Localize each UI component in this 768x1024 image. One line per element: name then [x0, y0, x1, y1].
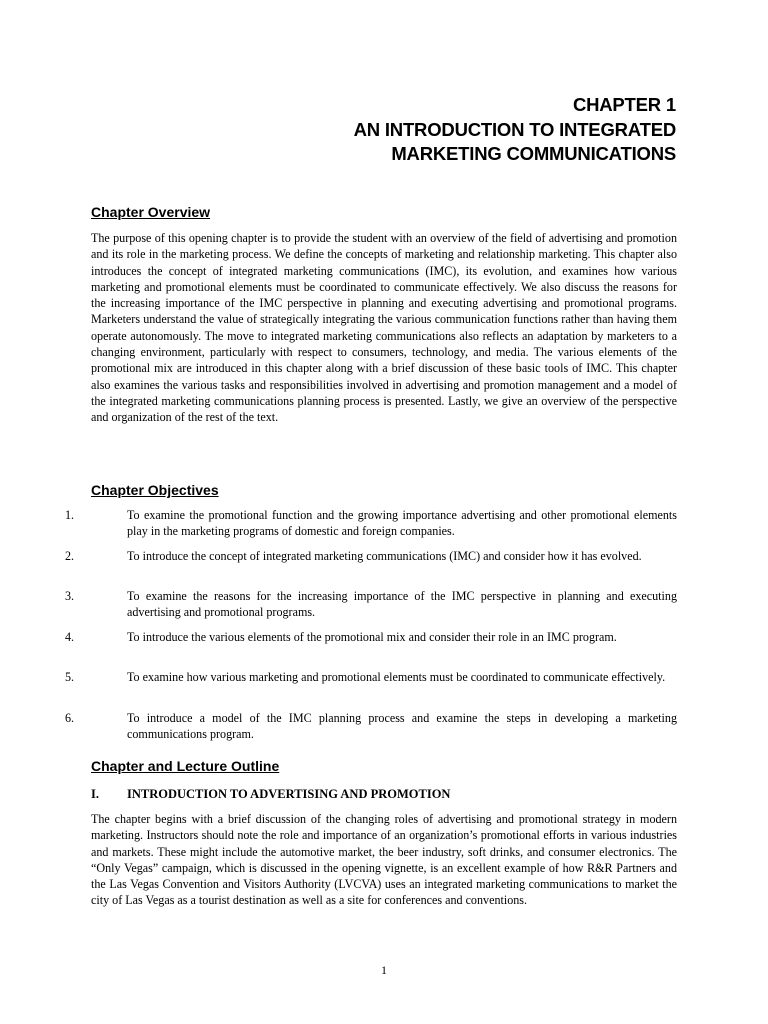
objective-text: To examine the reasons for the increasing importance of the IMC perspective in planning and executing advertising and promotional programs.	[127, 589, 677, 620]
objective-text: To introduce the concept of integrated marketing communications (IMC) and consider how it has evolved.	[127, 548, 642, 563]
objective-number: 1.	[65, 508, 75, 522]
chapter-title-line-2: MARKETING COMMUNICATIONS	[391, 143, 676, 164]
chapter-number: CHAPTER 1	[572, 94, 676, 115]
page-number: 1	[381, 963, 387, 977]
chapter-title-line-1: AN INTRODUCTION TO INTEGRATED	[353, 118, 676, 140]
objective-text: To examine the promotional function and the growing importance advertising and other promotional elements play in the marketing programs of domestic and foreign companies.	[127, 508, 677, 539]
chapter-heading	[354, 93, 676, 167]
overview-paragraph: The purpose of this opening chapter is to provide the student with an overview of the field of advertising and promotion and its role in the marketing process. We define the concepts of marketing and relationship marketing. This chapter also introduces the concept of integrated marketing communications (IMC), its evolution, and examines how various marketing and promotional elements must be coordinated to communicate effectively. We also discuss the reasons for the increasing importance of the IMC perspective in planning and executing advertising and promotional programs. Marketers understand the value of strategically integrating the various communication functions rather than having them operate autonomously. The move to integrated marketing communications also reflects an adaptation by marketers to a changing environment, particularly with respect to consumers, technology, and media. The various elements of the promotional mix are introduced in this chapter along with a brief discussion of these basic tools of IMC. This chapter also examines the various tasks and responsibilities involved in advertising and promotion management and a model of the integrated marketing communications planning process is presented. Lastly, we give an overview of the perspective and organization of the rest of the text.	[91, 231, 677, 425]
objective-text: To examine how various marketing and promotional elements must be coordinated to communicate effectively.	[127, 670, 666, 684]
objective-text: To introduce a model of the IMC planning process and examine the steps in developing a marketing communications program.	[127, 710, 677, 741]
objective-number: 5.	[65, 670, 75, 684]
outline-section-title: INTRODUCTION TO ADVERTISING AND PROMOTION	[127, 787, 451, 801]
outline-section-heading	[91, 787, 450, 802]
objective-item	[0, 669, 768, 710]
overview-heading: Chapter Overview	[91, 204, 211, 220]
objective-number: 4.	[65, 629, 75, 644]
outline-section-number: I.	[91, 787, 99, 801]
outline-paragraph: The chapter begins with a brief discussion of the changing roles of advertising and promotional strategy in modern marketing. Instructors should note the role and importance of an organization’s promotional efforts in various industries and markets. These might include the automotive market, the beer industry, soft drinks, and consumer electronics. The “Only Vegas” campaign, which is discussed in the opening vignette, is an excellent example of how R&R Partners and the Las Vegas Convention and Visitors Authority (LVCVA) uses an integrated marketing communications to market the city of Las Vegas as a tourist destination as well as a site for conferences and conventions.	[91, 812, 677, 908]
objective-item	[0, 588, 768, 629]
objective-item	[0, 507, 768, 548]
objective-item	[0, 629, 768, 670]
objectives-list	[0, 507, 768, 750]
objective-number: 6.	[65, 710, 75, 725]
objective-number: 2.	[65, 548, 75, 563]
objective-number: 3.	[65, 589, 75, 603]
objective-item	[0, 548, 768, 589]
objectives-heading: Chapter Objectives	[91, 482, 219, 498]
objective-text: To introduce the various elements of the promotional mix and consider their role in an IMC program.	[127, 629, 617, 644]
outline-heading: Chapter and Lecture Outline	[91, 758, 280, 774]
objective-item	[0, 710, 768, 751]
